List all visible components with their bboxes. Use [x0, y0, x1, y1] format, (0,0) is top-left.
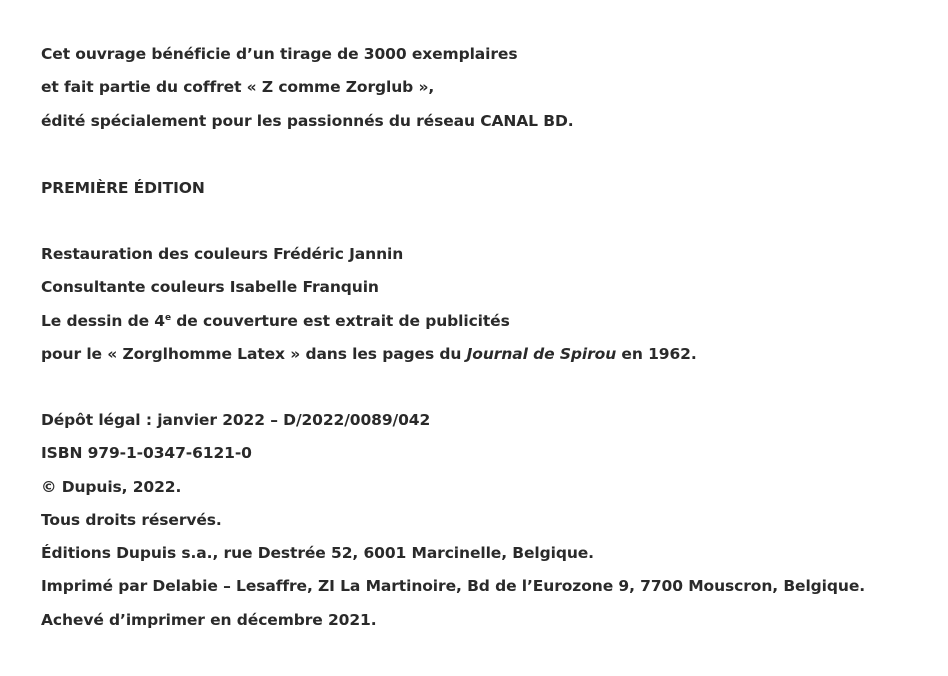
box-set-line: et fait partie du coffret « Z comme Zorglub », [41, 78, 435, 97]
isbn: ISBN 979-1-0347-6121-0 [41, 444, 252, 463]
edition-label: PREMIÈRE ÉDITION [41, 179, 205, 197]
back-cover-note-superscript: e [164, 312, 171, 323]
network-line: édité spécialement pour les passionnés du réseau CANAL BD. [41, 111, 574, 130]
copyright: © Dupuis, 2022. [41, 477, 182, 496]
back-cover-note [41, 305, 697, 338]
credits-block [41, 238, 697, 371]
color-restoration-credit: Restauration des couleurs Frédéric Jannin [41, 245, 404, 263]
edition-block [41, 172, 205, 205]
color-consultant-credit: Consultante couleurs Isabelle Franquin [41, 278, 379, 297]
source-note-prefix: pour le « Zorglhomme Latex » dans les pages du [41, 344, 467, 363]
source-note [41, 338, 697, 371]
publisher-address: Éditions Dupuis s.a., rue Destrée 52, 6001 Marcinelle, Belgique. [41, 544, 594, 563]
print-completion-date: Achevé d’imprimer en décembre 2021. [41, 610, 377, 629]
back-cover-note-suffix: de couverture est extrait de publicités [171, 311, 510, 330]
source-note-suffix: en 1962. [616, 344, 697, 363]
print-run-notice [41, 38, 574, 138]
legal-block [41, 404, 865, 637]
journal-title: Journal de Spirou [466, 344, 617, 363]
print-run-line: Cet ouvrage bénéficie d’un tirage de 3000 exemplaires [41, 45, 518, 63]
back-cover-note-prefix: Le dessin de 4 [41, 311, 165, 330]
legal-deposit: Dépôt légal : janvier 2022 – D/2022/0089/042 [41, 411, 431, 429]
rights-reserved: Tous droits réservés. [41, 510, 222, 529]
printer-address: Imprimé par Delabie – Lesaffre, ZI La Martinoire, Bd de l’Eurozone 9, 7700 Mouscron, Belgique. [41, 577, 866, 596]
